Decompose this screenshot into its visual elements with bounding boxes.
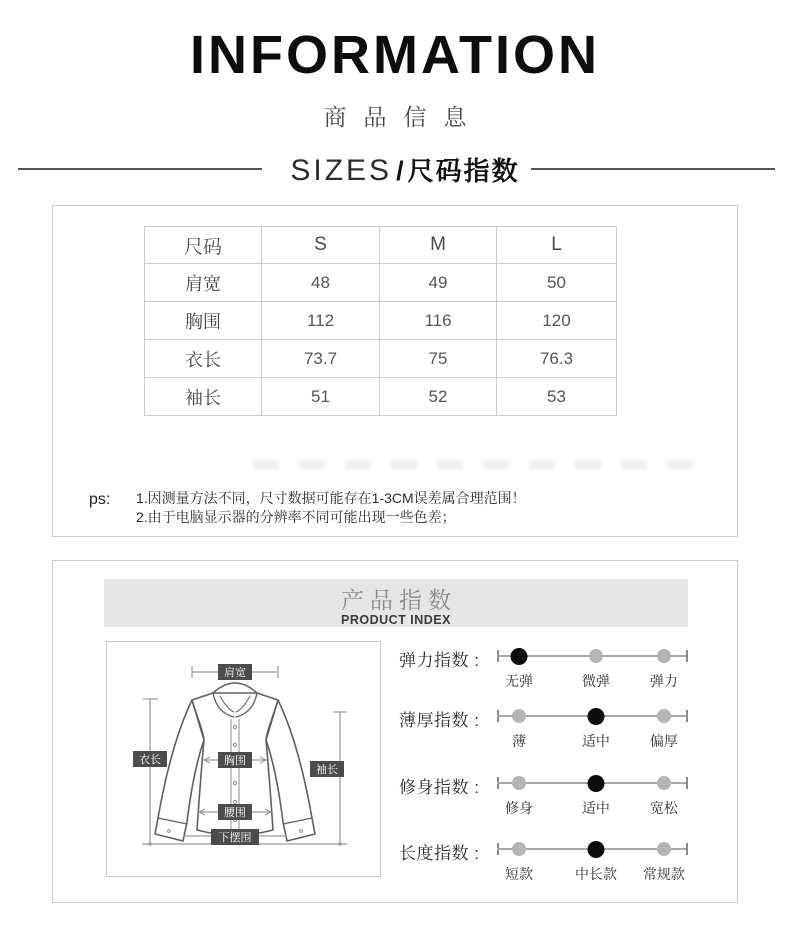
index-row-fit — [399, 772, 709, 822]
size-cell: 51 — [262, 378, 380, 416]
index-dot — [657, 776, 671, 790]
shirt-diagram — [106, 641, 381, 877]
product-index-panel — [52, 560, 738, 903]
ps-label: ps: — [89, 491, 111, 508]
index-option-label: 中长款 — [574, 866, 617, 882]
index-dot — [512, 709, 526, 723]
slider-endtick — [686, 843, 688, 855]
index-dot — [512, 776, 526, 790]
index-dot — [587, 708, 604, 725]
table-row-shoulder — [145, 264, 617, 302]
index-row-length — [399, 838, 709, 888]
index-dot — [587, 841, 604, 858]
badge-chest-label: 胸围 — [224, 755, 246, 767]
size-cell: 53 — [497, 378, 617, 416]
index-option-label: 适中 — [581, 733, 610, 749]
size-cell: 50 — [497, 264, 617, 302]
index-option-label: 修身 — [504, 800, 533, 816]
sizes-panel — [52, 205, 738, 537]
index-slider — [497, 645, 688, 689]
index-option-label: 薄 — [511, 733, 526, 749]
shirt-right-sleeve — [266, 700, 315, 841]
index-dot — [657, 842, 671, 856]
row-label-cell: 袖长 — [145, 378, 262, 416]
slider-endtick — [686, 777, 688, 789]
size-cell: 73.7 — [262, 340, 380, 378]
index-dot — [657, 709, 671, 723]
size-cell: 76.3 — [497, 340, 617, 378]
ps-note-line: 2.由于电脑显示器的分辨率不同可能出现一些色差； — [136, 509, 456, 525]
index-option-label: 宽松 — [649, 800, 678, 816]
index-row-elasticity — [399, 645, 709, 695]
index-row-label: 弹力指数 : — [399, 651, 480, 670]
size-table-header-row — [145, 227, 617, 264]
heading-rule-left — [18, 168, 262, 170]
heading-rule-right — [531, 168, 775, 170]
index-row-label: 修身指数 : — [399, 778, 480, 797]
ps-note-line: 1.因测量方法不同，尺寸数据可能存在1-3CM误差属合理范围！ — [136, 490, 526, 506]
product-index-heading-en: PRODUCT INDEX — [341, 612, 451, 628]
shirt-collar-top — [213, 683, 257, 693]
size-cell: 116 — [380, 302, 497, 340]
slider-endtick — [686, 710, 688, 722]
sizes-heading-text — [285, 151, 525, 188]
badge-waist-label: 腰围 — [224, 807, 246, 819]
page-title: INFORMATION — [190, 25, 600, 85]
sizes-heading-en: SIZES — [290, 154, 393, 187]
index-dot — [657, 649, 671, 663]
ps-notes — [136, 489, 696, 527]
product-index-heading — [104, 579, 688, 627]
index-option-label: 适中 — [581, 800, 610, 816]
size-cell: 120 — [497, 302, 617, 340]
index-dot — [512, 842, 526, 856]
size-cell: 49 — [380, 264, 497, 302]
index-dot — [589, 649, 603, 663]
index-dot — [510, 648, 527, 665]
sizes-heading-separator: / — [396, 156, 404, 186]
index-option-label: 短款 — [504, 866, 533, 882]
size-cell: 112 — [262, 302, 380, 340]
row-label-cell: 胸围 — [145, 302, 262, 340]
product-index-heading-cn: 产品指数 — [341, 587, 457, 613]
index-slider — [497, 838, 688, 882]
page-subtitle: 商品信息 — [323, 104, 484, 130]
index-option-label: 常规款 — [642, 866, 685, 882]
table-row-chest — [145, 302, 617, 340]
baseline-dot-left — [148, 842, 152, 846]
row-label-cell: 衣长 — [145, 340, 262, 378]
index-dot — [587, 775, 604, 792]
index-slider — [497, 772, 688, 816]
index-option-label: 微弹 — [581, 673, 610, 689]
size-table — [144, 226, 617, 416]
badge-hem-label: 下摆围 — [218, 832, 252, 844]
size-header-cell: S — [262, 227, 380, 264]
index-option-label: 偏厚 — [649, 733, 678, 749]
faint-artifact — [253, 460, 703, 469]
index-option-label: 弹力 — [649, 673, 678, 689]
shirt-left-sleeve — [155, 700, 204, 841]
shirt-diagram-svg — [107, 642, 380, 876]
badge-sleeve-label: 袖长 — [316, 764, 338, 776]
index-row-thickness — [399, 705, 709, 755]
index-row-label: 长度指数 : — [399, 844, 480, 863]
table-row-sleeve — [145, 378, 617, 416]
index-option-label: 无弹 — [504, 673, 533, 689]
size-cell: 52 — [380, 378, 497, 416]
size-header-cell: L — [497, 227, 617, 264]
size-cell: 48 — [262, 264, 380, 302]
row-label-cell: 肩宽 — [145, 264, 262, 302]
slider-endtick — [686, 650, 688, 662]
table-row-length — [145, 340, 617, 378]
badge-shoulder-label: 肩宽 — [224, 667, 246, 679]
index-row-label: 薄厚指数 : — [399, 711, 480, 730]
sizes-heading-cn: 尺码指数 — [407, 156, 520, 186]
size-header-cell: 尺码 — [145, 227, 262, 264]
sizes-section-heading — [0, 154, 790, 187]
size-header-cell: M — [380, 227, 497, 264]
baseline-dot-right — [338, 842, 342, 846]
index-slider — [497, 705, 688, 749]
badge-length-label: 衣长 — [139, 754, 161, 766]
size-cell: 75 — [380, 340, 497, 378]
